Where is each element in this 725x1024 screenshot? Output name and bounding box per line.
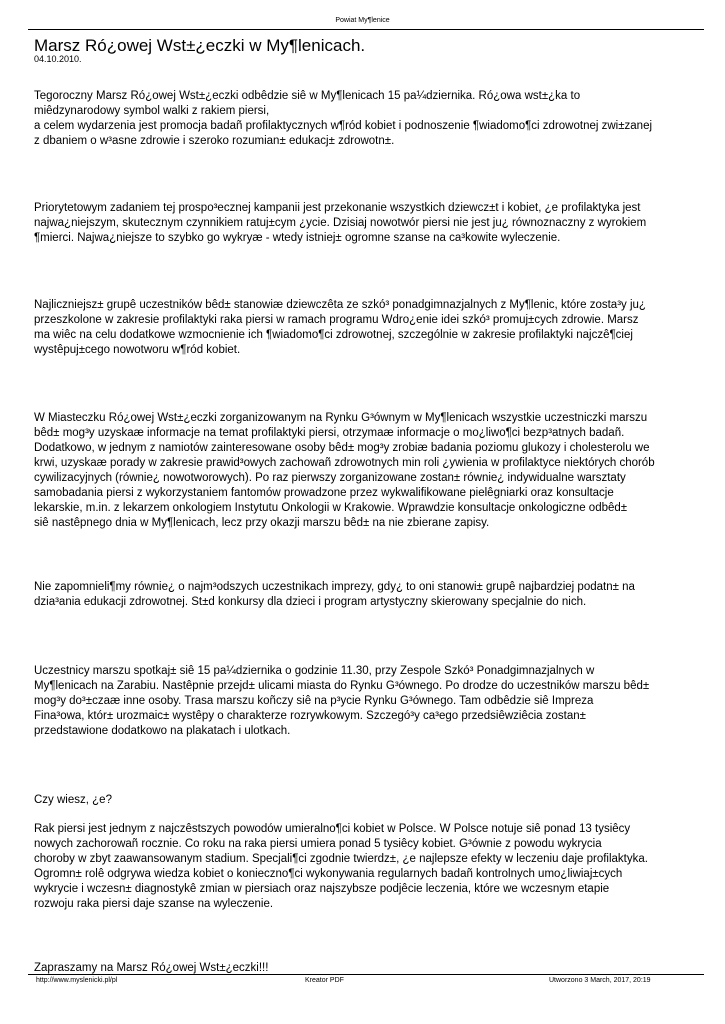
footer-created-date: Utworzono 3 March, 2017, 20:19 bbox=[549, 977, 651, 984]
header-divider bbox=[28, 29, 704, 30]
footer-generator: Kreator PDF bbox=[305, 977, 344, 984]
paragraph-priority: Priorytetowym zadaniem tej prospo³ecznej kampanii jest przekonanie wszystkich dziewcz±t i kobiet, ¿e profilaktyka jest najwa¿niejszym, skutecznym czynnikiem ratuj±cym ¿ycie. Dzisiaj nowotwór piersi nie jest ju¿ równoznaczny z wyrokiem ¶mierci. Najwa¿niejsze to szybko go wykryæ - wtedy istniej± ogromne szanse na ca³kowite wyleczenie. bbox=[34, 202, 647, 244]
article-title: Marsz Ró¿owej Wst±¿eczki w My¶lenicach. bbox=[34, 36, 366, 55]
paragraph-children: Nie zapomnieli¶my równie¿ o najm³odszych uczestnikach imprezy, gdy¿ to oni stanowi± grupê najbardziej podatn± na dzia³ania edukacji zdrowotnej. St±d konkursy dla dzieci i program artystyczny skierowany specjalnie do nich. bbox=[34, 581, 635, 608]
paragraph-route: Uczestnicy marszu spotkaj± siê 15 pa¼dziernika o godzinie 11.30, przy Zespole Szkó³ Ponadgimnazjalnych w My¶lenicach na Zarabiu. Nastêpnie przejd± ulicami miasta do Rynku G³ównego. Po drodze do uczestników marszu bêd± mog³y do³±czaæ inne osoby. Trasa marszu koñczy siê na p³ycie Rynku G³ównego. Tam odbêdzie siê Impreza Fina³owa, któr± urozmaic± wystêpy o charakterze rozrywkowym. Szczegó³y ca³ego przedsiêwziêcia zostan± przedstawione dodatkowo na plakatach i ulotkach. bbox=[34, 665, 650, 737]
paragraph-town: W Miasteczku Ró¿owej Wst±¿eczki zorganizowanym na Rynku G³ównym w My¶lenicach wszystkie uczestniczki marszu bêd± mog³y uzyskaæ informacje na temat profilaktyki piersi, otrzymaæ informacje o mo¿liwo¶ci bezp³atnych badañ. Dodatkowo, w jednym z namiotów zainteresowane osoby bêd± mog³y zrobiæ badania poziomu glukozy i cholesterolu we krwi, uzyskaæ porady w zakresie prawid³owych zachowañ zdrowotnych min roli ¿ywienia w profilaktyce niektórych chorób cywilizacyjnych (równie¿ nowotworowych). Po raz pierwszy zorganizowane zostan± równie¿ indywidualne warsztaty samobadania piersi z wykorzystaniem fantomów prowadzone przez wykwalifikowane pielêgniarki oraz konsultacje lekarskie, m.in. z lekarzem onkologiem Instytutu Onkologii w Krakowie. Wprawdzie konsultacje onkologiczne odbêd± siê nastêpnego dnia w My¶lenicach, lecz przy okazji marszu bêd± na nie zbierane zapisy. bbox=[34, 412, 655, 529]
paragraph-facts: Rak piersi jest jednym z najczêstszych powodów umieralno¶ci kobiet w Polsce. W Polsce notuje siê ponad 13 tysiêcy nowych zachorowañ rocznie. Co roku na raka piersi umiera ponad 5 tysiêcy kobiet. G³ównie z powodu wykrycia choroby w zbyt zaawansowanym stadium. Specjali¶ci zgodnie twierdz±, ¿e najlepsze efekty w leczeniu daje profilaktyka. Ogromn± rolê odgrywa wiedza kobiet o konieczno¶ci wykonywania regularnych badañ kontrolnych umo¿liwiaj±cych wykrycie i wczesn± diagnostykê zmian w piersiach oraz najszybsze podjêcie leczenia, które we wczesnym etapie rozwoju raka piersi daje szanse na wyleczenie. bbox=[34, 823, 648, 910]
footer-url-link[interactable]: http://www.myslenicki.pl/pl bbox=[36, 977, 118, 984]
did-you-know-heading: Czy wiesz, ¿e? bbox=[34, 794, 112, 806]
page-header: Powiat My¶lenice bbox=[335, 17, 390, 24]
footer-divider bbox=[28, 974, 704, 975]
article-date: 04.10.2010. bbox=[34, 54, 82, 64]
paragraph-participants: Najliczniejsz± grupê uczestników bêd± stanowiæ dziewczêta ze szkó³ ponadgimnazjalnych z My¶lenic, które zosta³y ju¿ przeszkolone w zakresie profilaktyki raka piersi w ramach programu Wdro¿enie idei szkó³ promuj±cych zdrowie. Marsz ma wiêc na celu dodatkowe wzmocnienie ich ¶wiadomo¶ci zdrowotnej, szczególnie w zakresie profilaktyki najczê¶ciej wystêpuj±cego nowotworu w¶ród kobiet. bbox=[34, 299, 646, 356]
paragraph-intro: Tegoroczny Marsz Ró¿owej Wst±¿eczki odbêdzie siê w My¶lenicach 15 pa¼dziernika. Ró¿owa wst±¿ka to miêdzynarodowy symbol walki z rakiem piersi, a celem wydarzenia jest promocja badañ profilaktycznych w¶ród kobiet i podnoszenie ¶wiadomo¶ci zdrowotnej zwi±zanej z dbaniem o w³asne zdrowie i szeroko rozumian± edukacj± zdrowotn±. bbox=[34, 90, 653, 147]
closing-invitation: Zapraszamy na Marsz Ró¿owej Wst±¿eczki!!! bbox=[34, 962, 269, 974]
